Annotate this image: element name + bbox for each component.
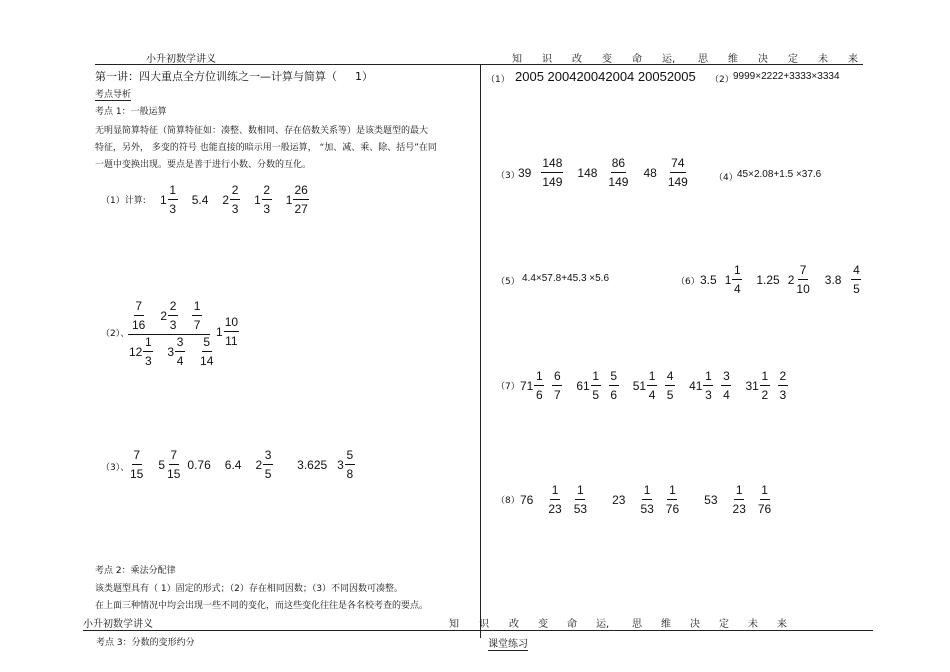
header-motto-char: 知 [512,54,522,65]
header-motto-char: 维 [728,54,738,65]
p4-expression: 45×2.08+1.5 ×37.6 [737,169,822,180]
lesson-title [95,68,373,84]
footer-motto-char: 运, [596,619,610,630]
q3-expression: $\frac{7}{15}$ 5 $\frac{7}{15}$ 0.76 6.4 2 $\frac{3}{5}$ 3.625 3 $\frac{5}{8}$ [130,448,354,481]
kp1-line-3: 一题中变换出现。要点是善于进行小数、分数的互化。 [95,160,312,170]
p8-expression: 76 $\frac{1}{23}$ $\frac{1}{53}$ 23 $\frac{1}{53}$ $\frac{1}{76}$ 53 $\frac{1}{23}$ $\frac{1}{76}$ [520,483,772,516]
q2-label: （2）、 [101,329,130,339]
lesson-title-number: 1） [355,70,373,83]
p2-label: （2） [710,75,734,85]
p3-label: （3） [496,171,520,181]
lesson-title-text: 第一讲：四大重点全方位训练之一—计算与简算（ [95,70,337,83]
kp1-title: 考点 1：一般运算 [95,107,167,117]
footer-motto-char: 命 [567,619,577,630]
q2-multiplier: 1 $\frac{10}{11}$ [216,315,239,348]
classroom-practice-heading: 课堂练习 [488,635,528,651]
kp2-line-1: 该类题型具有（ 1）固定的形式；（2）存在相同因数；（3）不同因数可凑整。 [95,584,404,594]
p6-label: （6） [676,277,700,287]
header-left-title: 小升初数学讲义 [146,54,216,65]
header-motto-char: 思 [698,54,708,65]
footer-motto-char: 未 [748,619,758,630]
footer-motto-char: 知 [449,619,459,630]
p4-label: （4） [714,173,738,183]
p5-label: （5） [496,277,520,287]
p7-expression: 71 $\frac{1}{6}$ $\frac{6}{7}$ 61 $\frac{1}{5}$ $\frac{5}{6}$ 51 $\frac{1}{4}$ $\frac{4}{5}$ 41 $\frac{1}{3}$ $\frac{3}{4}$ 31 $\frac{1}{2}$ $\frac{2}{3}$ [520,369,787,402]
p3-expression: 39 $\frac{148}{149}$ 148 $\frac{86}{149}$ 48 $\frac{74}{149}$ [518,156,688,189]
p8-label: （8） [496,496,520,506]
header-motto-char: 决 [758,54,768,65]
header-motto-char: 定 [788,54,798,65]
header-motto-char: 运, [662,54,676,65]
kp3-title: 考点 3：分数的变形约分 [96,638,195,648]
header-motto-char: 命 [632,54,642,65]
footer-left-title: 小升初数学讲义 [83,619,153,630]
footer-motto-char: 改 [509,619,519,630]
p7-label: （7） [496,382,520,392]
footer-motto-char: 变 [538,619,548,630]
q2-numerator: $\frac{7}{16}$ 2 $\frac{2}{3}$ $\frac{1}{7}$ [132,299,201,332]
footer-motto-char: 维 [661,619,671,630]
column-divider [480,64,481,638]
kp1-line-1: 无明显简算特征（简算特征如：凑整、数相同、存在倍数关系等）是该类题型的最大 [95,126,429,136]
q3-label: （3）、 [101,463,130,473]
p2-expression: 9999×2222+3333×3334 [733,71,840,82]
header-motto-char: 来 [848,54,858,65]
kp2-title: 考点 2：乘法分配律 [95,566,176,576]
header-motto-char: 改 [572,54,582,65]
mixed-number: 2 $\frac{2}{3}$ [222,183,239,216]
kp1-line-2: 特征，另外， 多变的符号 也能直接的暗示用一般运算， “加、减、乘、除、括号”在同 [95,143,437,153]
header-motto-char: 未 [818,54,828,65]
footer-motto-char: 来 [777,619,787,630]
p6-expression: 3.5 1 $\frac{1}{4}$ 1.25 2 $\frac{7}{10}$ 3.8 $\frac{4}{5}$ [700,263,860,296]
header-rule [95,64,863,65]
footer-motto-char: 决 [690,619,700,630]
footer-rule [83,630,873,631]
mixed-number: 1 $\frac{2}{3}$ [254,183,271,216]
kp2-line-2: 在上面三种情况中均会出现一些不同的变化，而这些变化往往是各名校考查的要点。 [95,601,429,611]
mixed-number: 1 $\frac{26}{27}$ [285,183,308,216]
section-heading: 考点导析 [95,87,131,101]
footer-motto-char: 思 [632,619,642,630]
p1-label: （1） [486,75,510,85]
q2-main-fraction-bar [128,334,210,335]
header-motto-char: 变 [602,54,612,65]
footer-motto-char: 识 [479,619,489,630]
q1-label: （1）计算: [101,196,146,206]
header-motto-char: 识 [542,54,552,65]
decimal-value: 5.4 [191,192,209,207]
mixed-number: 1 $\frac{1}{3}$ [160,183,177,216]
p1-expression: 2005 200420042004 20052005 [515,69,696,84]
footer-motto-char: 定 [719,619,729,630]
q1-expression [160,184,309,215]
p5-expression: 4.4×57.8+45.3 ×5.6 [522,273,610,284]
q2-denominator: 12 $\frac{1}{3}$ 3 $\frac{3}{4}$ $\frac{5}{14}$ [129,335,214,368]
